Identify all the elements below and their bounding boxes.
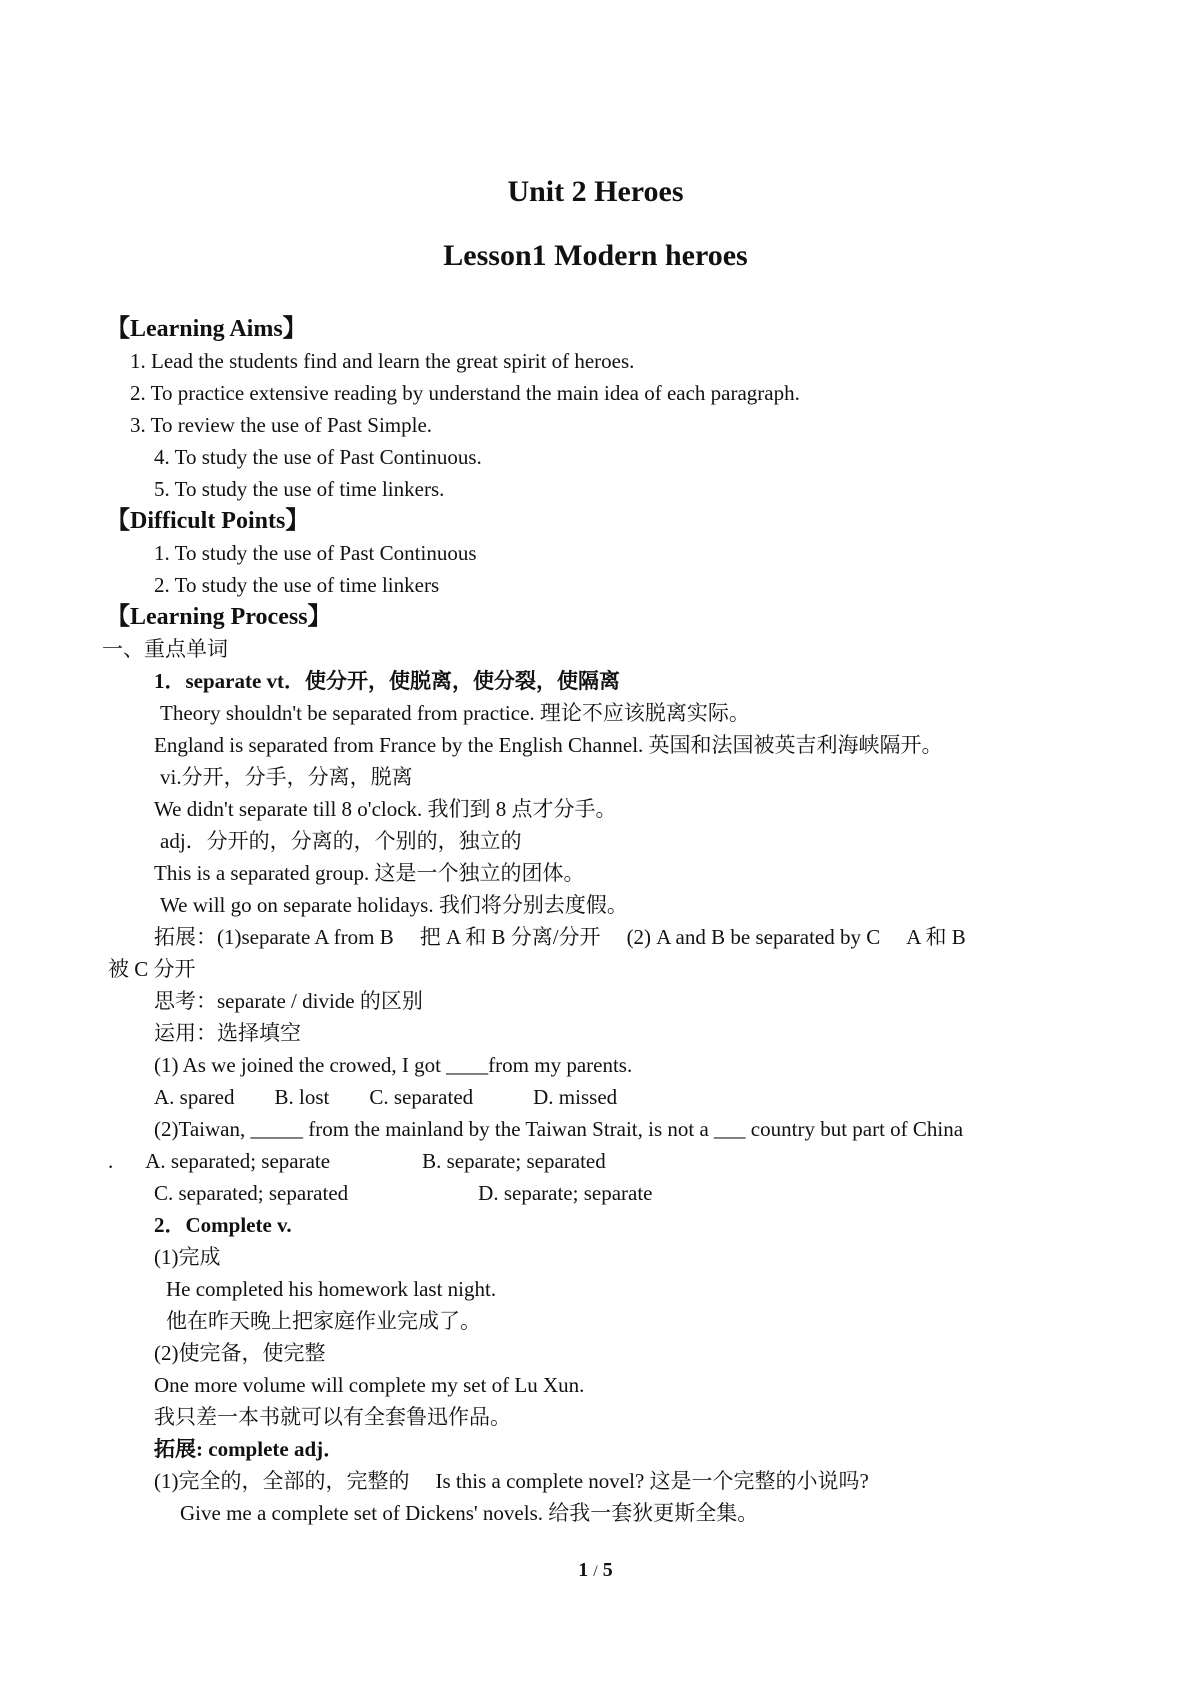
extension-part: (2) A and B be separated by C	[626, 925, 881, 949]
aim-item: 2. To practice extensive reading by understand the main idea of each paragraph.	[130, 381, 800, 405]
question-options	[108, 1081, 1098, 1113]
word-entry-heading: 2．Complete v.	[154, 1213, 292, 1237]
document-body	[102, 313, 1098, 1529]
example-sentence: England is separated from France by the English Channel. 英国和法国被英吉利海峡隔开。	[154, 733, 943, 757]
question: (2)Taiwan, _____ from the mainland by the Taiwan Strait, is not a ___ country but part of China	[154, 1117, 964, 1141]
practice-line: 运用：选择填空	[154, 1021, 301, 1045]
example-translation: 他在昨天晚上把家庭作业完成了。	[166, 1309, 481, 1333]
option: C. separated; separated	[154, 1181, 349, 1205]
think-line: 思考：separate / divide 的区别	[154, 989, 423, 1013]
extension-part: A 和 B	[906, 925, 966, 949]
meaning-line: (2)使完备，使完整	[154, 1341, 326, 1365]
punctuation: .	[108, 1149, 114, 1173]
section-heading: 一、重点单词	[102, 637, 228, 661]
learning-process-heading: 【Learning Process】	[106, 604, 332, 630]
option: C. separated	[369, 1085, 474, 1109]
adj-meaning: (1)完全的，全部的，完整的	[154, 1469, 410, 1493]
option: A. spared	[154, 1085, 235, 1109]
aim-item: 3. To review the use of Past Simple.	[130, 413, 433, 437]
option: B. lost	[274, 1085, 330, 1109]
example-sentence: One more volume will complete my set of Lu Xun.	[154, 1373, 585, 1397]
aim-item: 5. To study the use of time linkers.	[154, 477, 445, 501]
extension-line	[108, 921, 1098, 953]
meaning-line: (1)完成	[154, 1245, 221, 1269]
difficult-point-item: 1. To study the use of Past Continuous	[154, 541, 477, 565]
aim-item: 4. To study the use of Past Continuous.	[154, 445, 482, 469]
unit-title: Unit 2 Heroes	[507, 175, 684, 208]
example-sentence: This is a separated group. 这是一个独立的团体。	[154, 861, 585, 885]
option: B. separate; separated	[422, 1149, 606, 1173]
lesson-title: Lesson1 Modern heroes	[443, 239, 748, 272]
example-sentence: Give me a complete set of Dickens' novels. 给我一套狄更斯全集。	[180, 1501, 759, 1525]
extension-line-wrap: 被 C 分开	[108, 957, 196, 981]
adj-meaning-line	[108, 1465, 1098, 1497]
difficult-point-item: 2. To study the use of time linkers	[154, 573, 440, 597]
example-sentence: He completed his homework last night.	[166, 1277, 497, 1301]
example-sentence: Is this a complete novel? 这是一个完整的小说吗?	[435, 1469, 869, 1493]
option: D. missed	[533, 1085, 618, 1109]
example-translation: 我只差一本书就可以有全套鲁迅作品。	[154, 1405, 511, 1429]
aim-item: 1. Lead the students find and learn the great spirit of heroes.	[130, 349, 635, 373]
question: (1) As we joined the crowed, I got ____from my parents.	[154, 1053, 633, 1077]
definition-line: vi.分开，分手，分离，脱离	[160, 765, 413, 789]
page-total: 5	[602, 1559, 613, 1581]
option: D. separate; separate	[478, 1181, 653, 1205]
page-number	[0, 1556, 1191, 1586]
learning-aims-heading: 【Learning Aims】	[106, 316, 307, 342]
question-options	[108, 1177, 1098, 1209]
example-sentence: Theory shouldn't be separated from practice. 理论不应该脱离实际。	[160, 701, 750, 725]
extension-part: 拓展：(1)separate A from B	[154, 925, 394, 949]
page-current: 1	[578, 1559, 589, 1581]
question-options	[108, 1145, 1098, 1177]
word-entry-heading: 1．separate vt．使分开，使脱离，使分裂，使隔离	[154, 669, 621, 693]
example-sentence: We will go on separate holidays. 我们将分别去度假。	[160, 893, 628, 917]
extension-heading: 拓展: complete adj．	[154, 1437, 345, 1461]
difficult-points-heading: 【Difficult Points】	[106, 508, 310, 534]
page-separator: /	[593, 1563, 598, 1580]
extension-part: 把 A 和 B 分离/分开	[419, 925, 601, 949]
definition-line: adj．分开的，分离的，个别的，独立的	[160, 829, 522, 853]
example-sentence: We didn't separate till 8 o'clock. 我们到 8 点才分手。	[154, 797, 617, 821]
option: A. separated; separate	[145, 1149, 331, 1173]
